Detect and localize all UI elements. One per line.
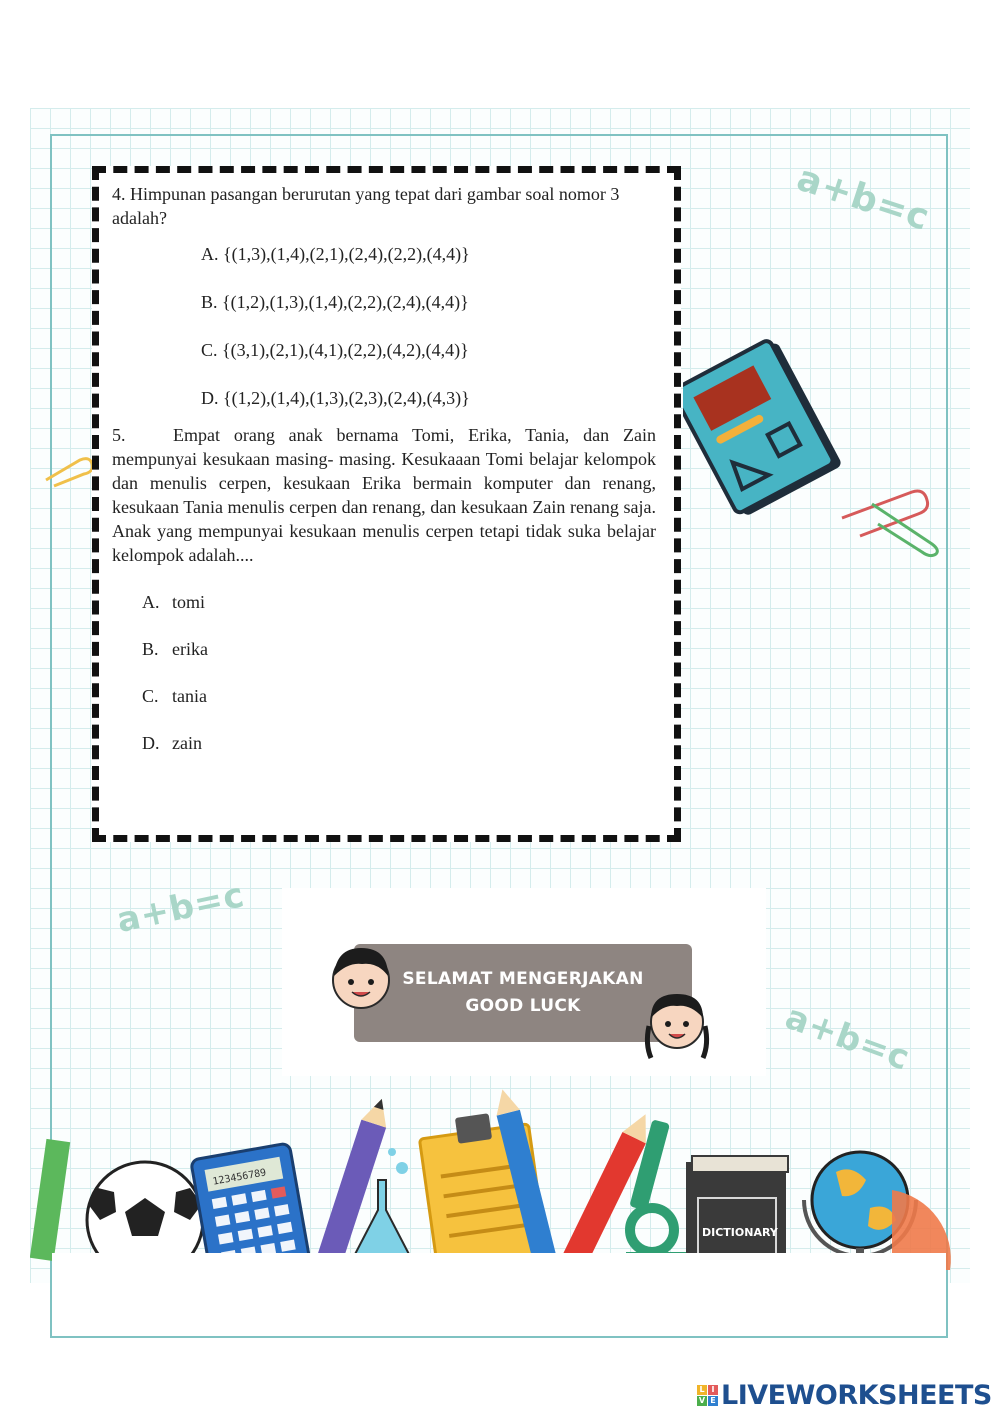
question-4-option-b[interactable]: B. {(1,2),(1,3),(1,4),(2,2),(2,4),(4,4)} [201, 292, 469, 312]
equation-decoration: a+b=c [792, 157, 935, 240]
equation-decoration: a+b=c [113, 874, 249, 942]
option-label: tomi [172, 592, 206, 612]
logo-mark-letter: I [708, 1385, 718, 1395]
bottom-panel [52, 1253, 946, 1336]
logo-mark-letter: E [708, 1396, 718, 1406]
option-label: erika [172, 639, 208, 659]
option-letter: D. [142, 733, 160, 753]
ruler-icon [30, 1139, 70, 1261]
question-5-option-c[interactable] [142, 684, 656, 708]
question-4-option-a[interactable]: A. {(1,3),(1,4),(2,1),(2,4),(2,2),(4,4)} [201, 244, 470, 264]
logo-mark [697, 1385, 718, 1406]
question-5-option-d[interactable] [142, 731, 656, 755]
option-letter: C. [142, 686, 159, 706]
equation-decoration: a+b=c [780, 997, 916, 1079]
school-supplies-illustration [30, 1080, 970, 1280]
logo-mark-letter: L [697, 1385, 707, 1395]
question-box [92, 166, 681, 842]
question-5-number: 5. [112, 425, 126, 445]
book-icon [683, 336, 843, 516]
option-letter: A. [142, 592, 160, 612]
option-label: zain [172, 733, 202, 753]
question-4-text: 4. Himpunan pasangan berurutan yang tepat dari gambar soal nomor 3 adalah? [112, 184, 620, 228]
paperclip-icon [40, 440, 100, 490]
question-5-text [112, 423, 656, 567]
question-5-option-b[interactable] [142, 637, 656, 661]
logo-text: LIVEWORKSHEETS [721, 1379, 992, 1411]
banner-line-2: GOOD LUCK [465, 996, 581, 1016]
question-4-option-c[interactable]: C. {(3,1),(2,1),(4,1),(2,2),(4,2),(4,4)} [201, 340, 469, 360]
question-4-option-d[interactable]: D. {(1,2),(1,4),(1,3),(2,3),(2,4),(4,3)} [201, 388, 470, 408]
boy-face-icon [326, 942, 396, 1012]
banner-line-1: SELAMAT MENGERJAKAN [402, 969, 644, 989]
paperclip-icon [832, 480, 952, 560]
question-5-body: Empat orang anak bernama Tomi, Erika, Tania, dan Zain mempunyai kesukaan masing- masing. Kesukaaan Tomi belajar kelompok dan menulis cerpen, kesukaan Erika bermain komputer dan renang, kesukaan Tania menulis cerpen dan renang, dan kesukaan Zain renang saja. Anak yang mempunyai kesukaan menulis cerpen tetapi tidak suka belajar kelompok adalah.... [112, 425, 656, 565]
question-5-option-a[interactable] [142, 590, 656, 614]
option-letter: B. [142, 639, 159, 659]
dictionary-label: DICTIONARY [702, 1226, 778, 1239]
liveworksheets-logo [697, 1378, 992, 1412]
option-label: tania [172, 686, 207, 706]
girl-face-icon [637, 986, 717, 1066]
calculator-display: 123456789 [211, 1167, 268, 1188]
logo-mark-letter: V [698, 1395, 706, 1405]
